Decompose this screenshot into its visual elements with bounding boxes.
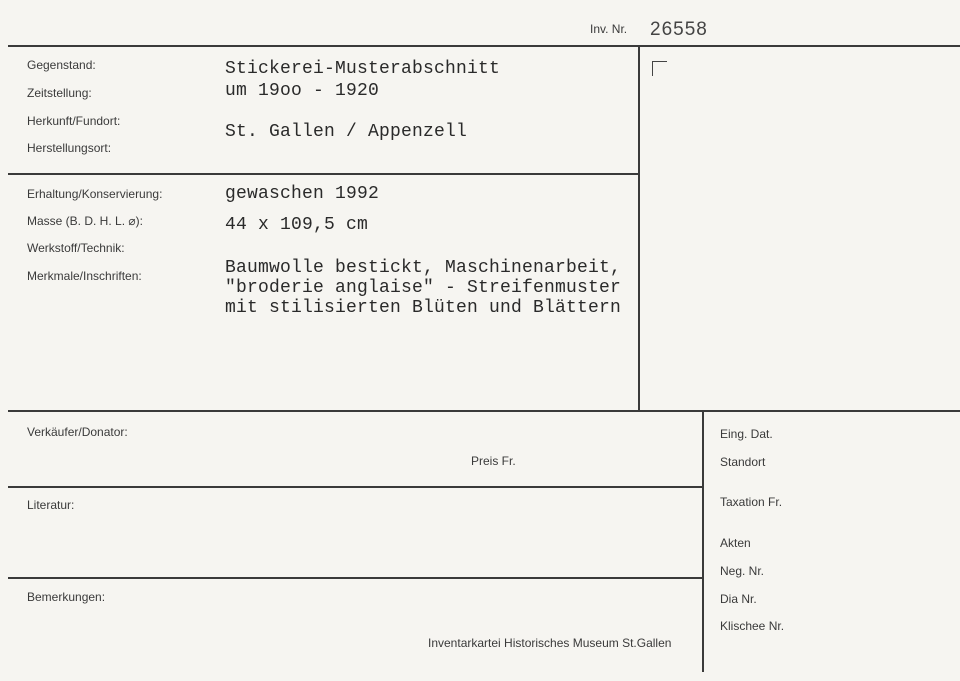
label-erhaltung: Erhaltung/Konservierung: — [27, 187, 163, 201]
inv-number-label: Inv. Nr. — [590, 22, 628, 36]
label-standort: Standort — [720, 455, 766, 469]
value-erhaltung: gewaschen 1992 — [225, 184, 380, 204]
label-literatur: Literatur: — [27, 498, 75, 512]
value-herkunft: St. Gallen / Appenzell — [225, 122, 468, 142]
rule-middle — [8, 410, 960, 412]
label-eing-dat: Eing. Dat. — [720, 427, 773, 441]
label-zeitstellung: Zeitstellung: — [27, 86, 92, 100]
value-merkmale-line2: "broderie anglaise" - Streifenmuster — [225, 278, 622, 298]
label-akten: Akten — [720, 536, 751, 550]
label-werkstoff: Werkstoff/Technik: — [27, 241, 125, 255]
value-zeitstellung: um 19oo - 1920 — [225, 81, 380, 101]
value-masse: 44 x 109,5 cm — [225, 215, 369, 235]
label-gegenstand: Gegenstand: — [27, 58, 96, 72]
label-taxation: Taxation Fr. — [720, 495, 783, 509]
label-masse: Masse (B. D. H. L. ⌀): — [27, 214, 143, 228]
label-herstellungsort: Herstellungsort: — [27, 141, 112, 155]
label-dia-nr: Dia Nr. — [720, 592, 757, 606]
photo-corner-mark — [652, 61, 667, 76]
label-merkmale: Merkmale/Inschriften: — [27, 269, 142, 283]
value-merkmale-line3: mit stilisierten Blüten und Blättern — [225, 298, 622, 318]
rule-vertical-lower — [702, 410, 704, 672]
label-preis: Preis Fr. — [471, 454, 516, 468]
inv-number-value: 26558 — [650, 19, 708, 40]
label-klischee-nr: Klischee Nr. — [720, 619, 785, 633]
rule-top — [8, 45, 960, 47]
label-verkaeufer: Verkäufer/Donator: — [27, 425, 128, 439]
value-gegenstand: Stickerei-Musterabschnitt — [225, 59, 501, 79]
rule-verkaeufer — [8, 486, 703, 488]
label-herkunft: Herkunft/Fundort: — [27, 114, 121, 128]
value-merkmale-line1: Baumwolle bestickt, Maschinenarbeit, — [225, 258, 622, 278]
label-bemerkungen: Bemerkungen: — [27, 590, 106, 604]
rule-literatur — [8, 577, 703, 579]
label-neg-nr: Neg. Nr. — [720, 564, 765, 578]
rule-vertical-upper — [638, 45, 640, 411]
rule-section1 — [8, 173, 639, 175]
card-footer: Inventarkartei Historisches Museum St.Gallen — [428, 636, 672, 650]
